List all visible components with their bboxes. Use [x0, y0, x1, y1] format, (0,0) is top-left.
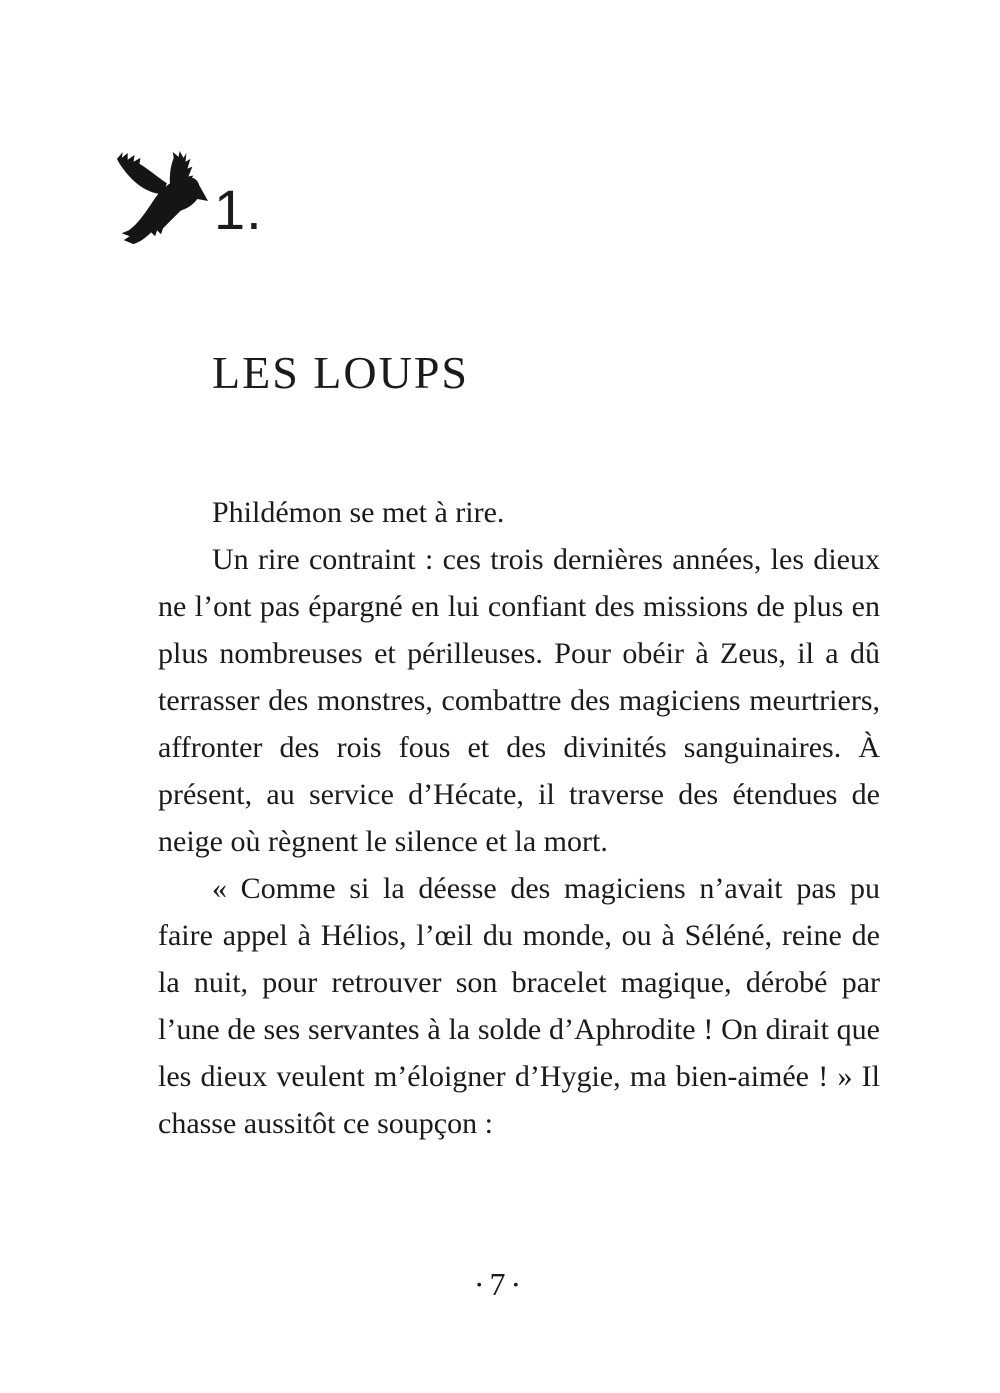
- paragraph: Un rire contraint : ces trois dernières années, les dieux ne l’ont pas épargné en lui confiant des missions de plus en plus nombreuses et périlleuses. Pour obéir à Zeus, il a dû terrasser des monstres, combattre des magiciens meurtriers, affronter des rois fous et des divinités sanguinaires. À présent, au service d’Hécate, il traverse des étendues de neige où règnent le silence et la mort.: [158, 543, 880, 858]
- page-number: ·7·: [473, 1266, 527, 1302]
- chapter-title: LES LOUPS: [212, 346, 469, 398]
- chapter-number: 1.: [214, 178, 263, 241]
- paragraph: « Comme si la déesse des magiciens n’avait pas pu faire appel à Hélios, l’œil du monde, ou à Séléné, reine de la nuit, pour retrouver son bracelet magique, dérobé par l’une de ses servantes à la solde d’Aphrodite ! On dirait que les dieux veulent m’éloigner d’Hygie, ma bien-aimée ! » Il chasse aussitôt ce soupçon :: [158, 872, 880, 1140]
- paragraph: Phildémon se met à rire.: [212, 496, 505, 529]
- flying-bird-icon: [112, 150, 210, 248]
- chapter-body: [158, 489, 880, 1147]
